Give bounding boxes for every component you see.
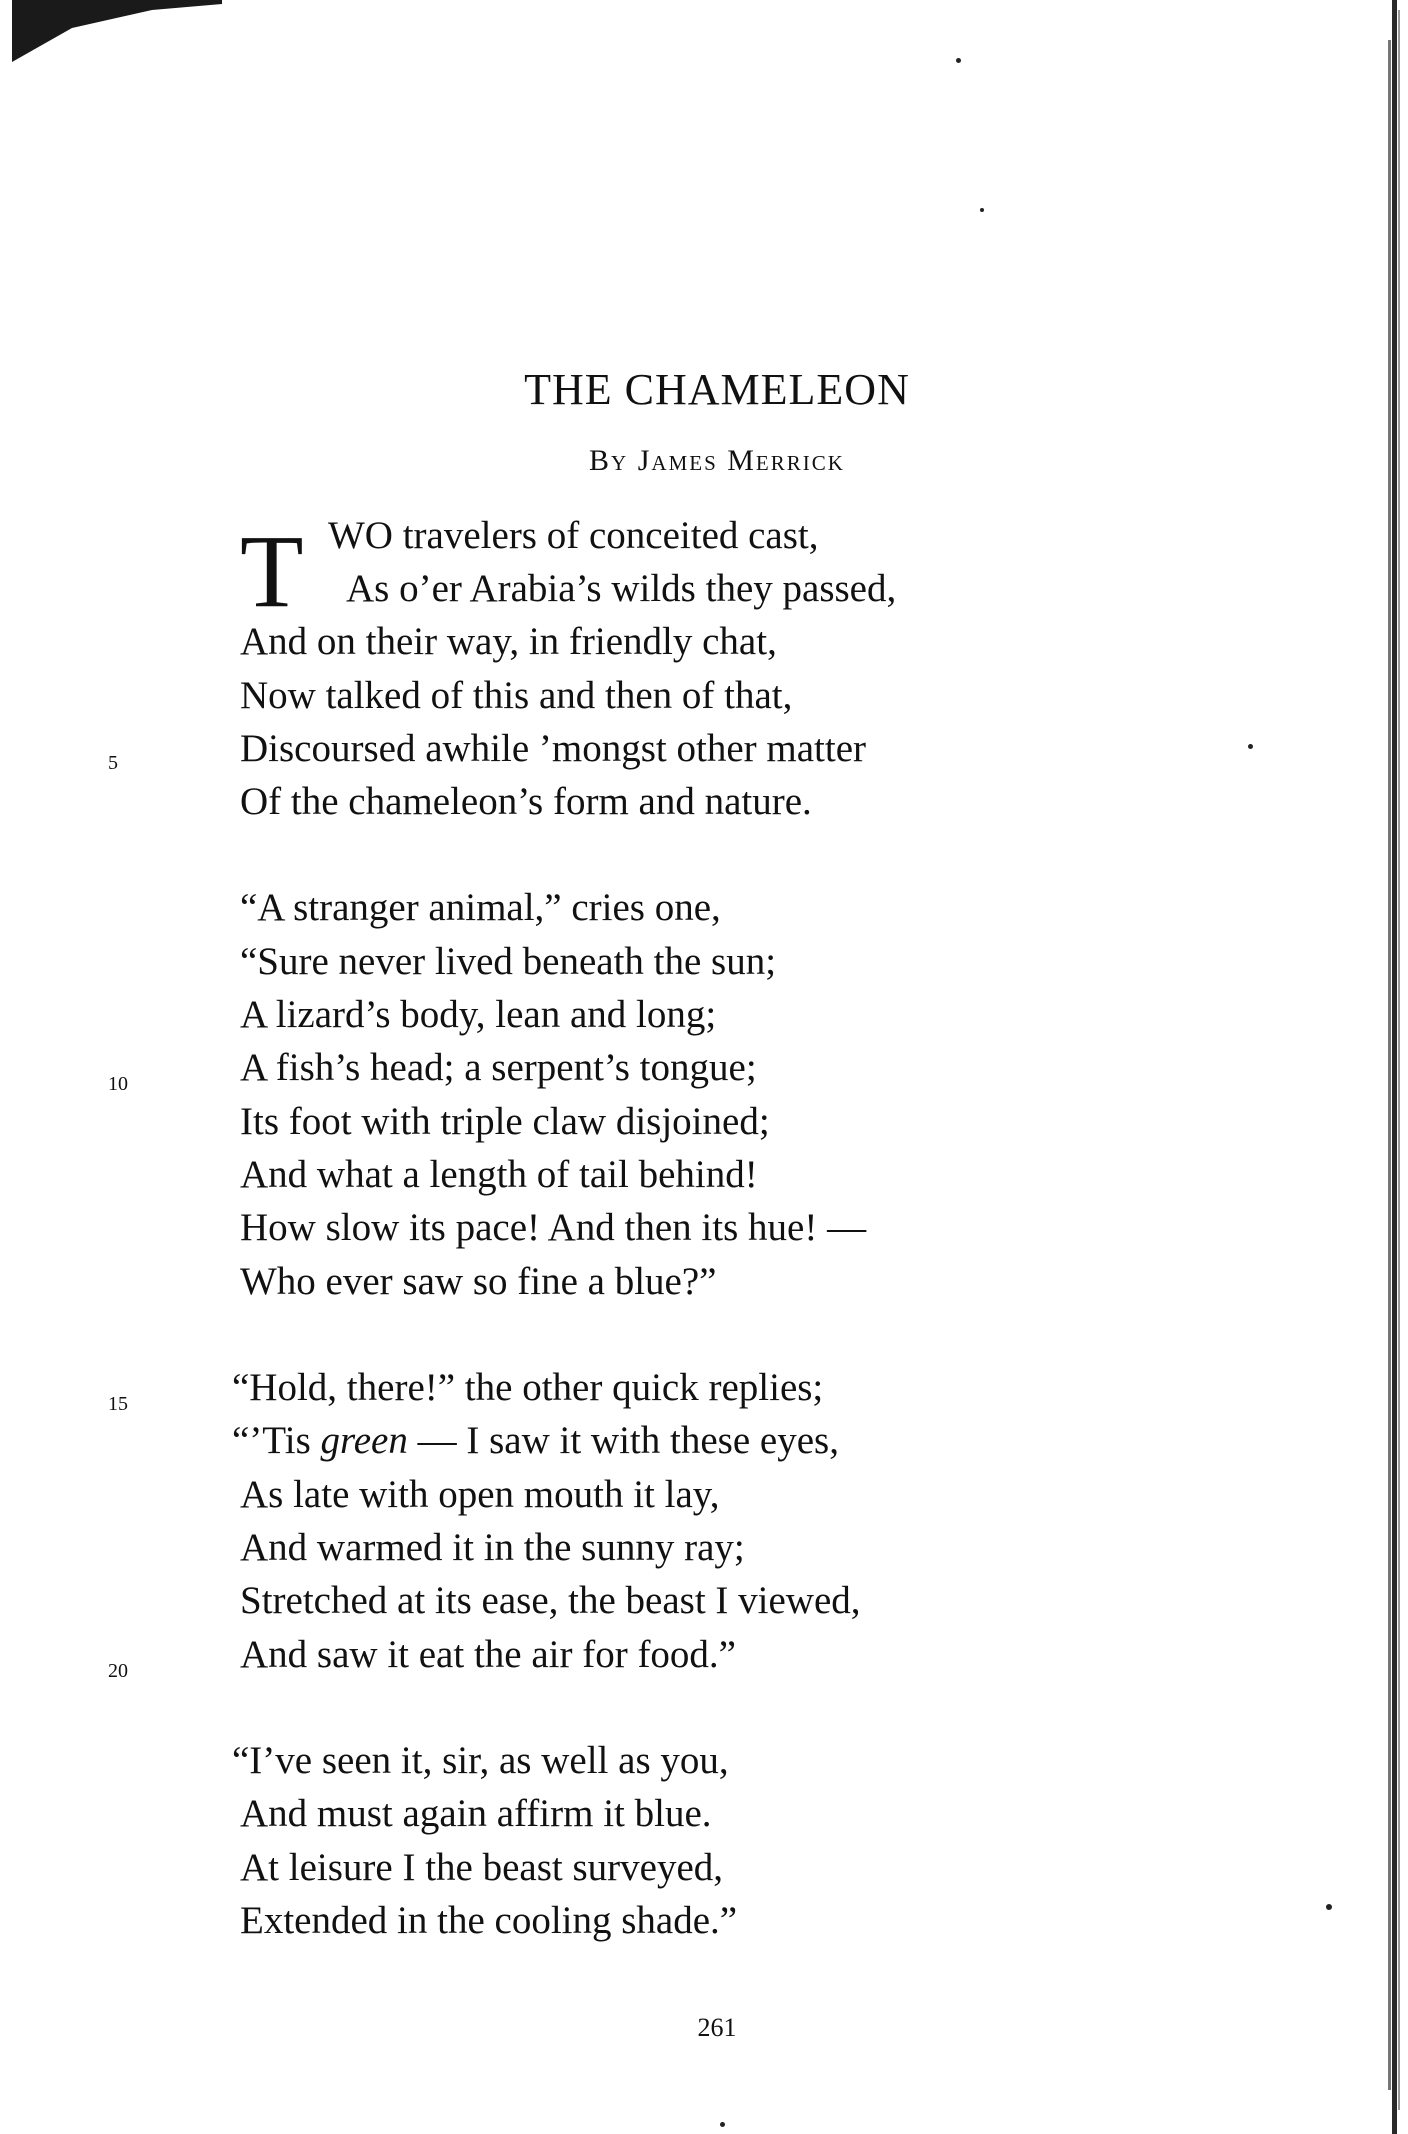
scan-speck [1326,1904,1332,1910]
poem-line-17: As late with open mouth it lay, [240,1473,720,1516]
poem-line-15: “Hold, there!” the other quick replies; [232,1366,824,1409]
poem-line-16-end: — I saw it with these eyes, [417,1419,839,1462]
poem-line-3: And on their way, in friendly chat, [240,620,777,663]
poem-line-20: And saw it eat the air for food.” [240,1633,736,1676]
scan-corner-shadow [12,0,222,62]
line-number: 20 [108,1660,128,1682]
scan-speck [980,208,984,212]
poem-line-16-start: “’Tis [232,1419,311,1462]
poem-line-2: As o’er Arabia’s wilds they passed, [346,567,897,610]
page-number: 261 [697,2013,737,2042]
scan-page-edge [1378,0,1408,2134]
poem-author: By James Merrick [589,444,845,477]
poem-line-9: A lizard’s body, lean and long; [240,993,717,1036]
scan-speck [1248,744,1253,749]
poem-line-13: How slow its pace! And then its hue! — [240,1206,867,1249]
poem-line-22: And must again affirm it blue. [240,1792,712,1835]
poem-line-16 [232,1417,839,1465]
drop-cap: T [240,514,304,629]
poem-line-19: Stretched at its ease, the beast I viewed, [240,1579,861,1622]
poem-line-24: Extended in the cooling shade.” [240,1899,738,1942]
scan-speck [956,58,961,63]
poem-line-21: “I’ve seen it, sir, as well as you, [232,1739,729,1782]
emphasis-word: green [320,1419,408,1462]
line-number: 10 [108,1073,128,1095]
poem-line-12: And what a length of tail behind! [240,1153,758,1196]
poem-line-5: Discoursed awhile ’mongst other matter [240,727,866,770]
poem-line-1: WO travelers of conceited cast, [328,514,819,557]
scan-speck [720,2122,725,2127]
poem-line-14: Who ever saw so fine a blue?” [240,1260,717,1303]
poem-line-4: Now talked of this and then of that, [240,674,793,717]
poem-title: THE CHAMELEON [524,365,910,414]
poem-line-6: Of the chameleon’s form and nature. [240,780,812,823]
line-number: 5 [108,752,118,774]
poem-line-10: A fish’s head; a serpent’s tongue; [240,1046,757,1089]
line-number: 15 [108,1393,128,1415]
poem-line-8: “Sure never lived beneath the sun; [240,940,777,983]
poem-line-18: And warmed it in the sunny ray; [240,1526,745,1569]
poem-line-7: “A stranger animal,” cries one, [240,886,721,929]
poem-line-11: Its foot with triple claw disjoined; [240,1100,770,1143]
poem-line-23: At leisure I the beast surveyed, [240,1846,724,1889]
